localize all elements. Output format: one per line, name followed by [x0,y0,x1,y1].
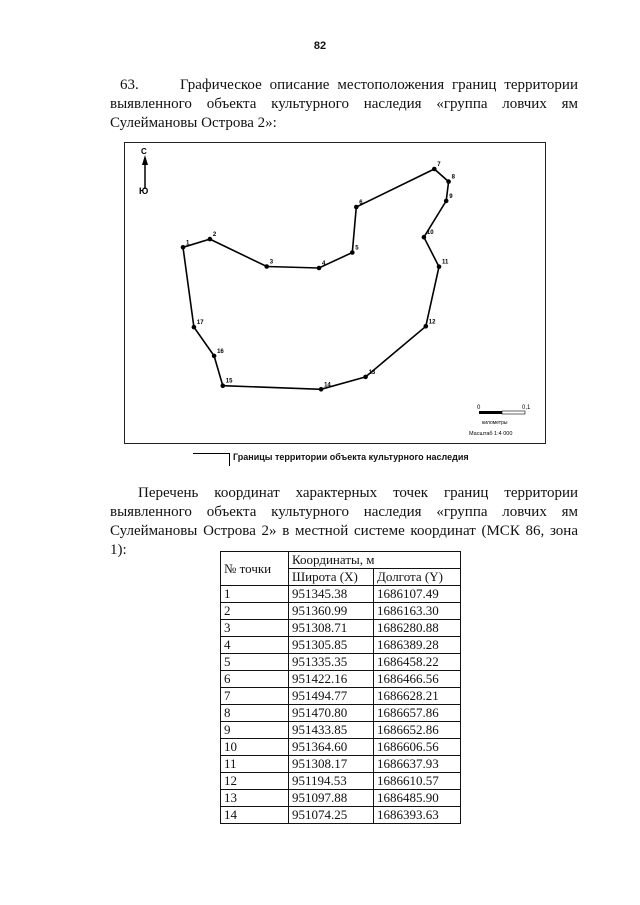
boundary-point-label: 9 [449,193,453,200]
table-row [221,807,461,824]
boundary-point-label: 16 [217,348,224,355]
longitude-cell: 1686637.93 [374,756,461,773]
point-number-cell: 7 [221,688,289,705]
latitude-cell: 951074.25 [289,807,374,824]
latitude-cell: 951494.77 [289,688,374,705]
coordinates-table-body [221,586,461,824]
longitude-cell: 1686389.28 [374,637,461,654]
boundary-point-label: 5 [355,245,359,252]
header-coordinates: Координаты, м [289,552,461,569]
point-number-cell: 6 [221,671,289,688]
boundary-point-label: 11 [442,259,449,266]
north-arrow [139,147,148,196]
boundary-point-marker [221,383,226,388]
scale-bar [469,405,531,437]
latitude-cell: 951194.53 [289,773,374,790]
table-row [221,739,461,756]
scale-end-label: 0,1 [522,405,531,411]
boundary-line [183,169,449,389]
section-heading [110,76,578,133]
north-label: С [141,147,147,156]
point-number-cell: 12 [221,773,289,790]
point-number-cell: 10 [221,739,289,756]
boundary-point-marker [432,167,437,172]
boundary-point-label: 13 [368,369,376,376]
coordinates-intro [110,484,578,560]
table-row [221,790,461,807]
longitude-cell: 1686466.56 [374,671,461,688]
boundary-polygon [181,162,456,392]
boundary-point-marker [422,235,427,240]
latitude-cell: 951422.16 [289,671,374,688]
longitude-cell: 1686628.21 [374,688,461,705]
longitude-cell: 1686606.56 [374,739,461,756]
legend-boundary-line-symbol [193,453,229,454]
table-row [221,705,461,722]
table-row [221,586,461,603]
boundary-point-marker [444,199,449,204]
boundary-point-label: 1 [186,240,190,247]
latitude-cell: 951305.85 [289,637,374,654]
boundary-point-marker [354,205,359,210]
boundary-map-drawing [125,143,545,443]
scale-start-label: 0 [477,405,481,411]
longitude-cell: 1686393.63 [374,807,461,824]
latitude-cell: 951335.35 [289,654,374,671]
longitude-cell: 1686280.88 [374,620,461,637]
longitude-cell: 1686610.57 [374,773,461,790]
boundary-point-label: 2 [212,232,217,239]
table-header-row [221,552,461,569]
point-number-cell: 5 [221,654,289,671]
boundary-point-marker [319,387,324,392]
boundary-point-label: 8 [451,174,455,181]
point-number-cell: 4 [221,637,289,654]
latitude-cell: 951097.88 [289,790,374,807]
boundary-point-marker [317,266,322,271]
table-row [221,756,461,773]
header-point-number: № точки [221,552,289,586]
section-title: Графическое описание местоположения границ территории выявленного объекта культурного наследия «группа ловчих ям Сулеймановы Острова 2»: [110,77,578,131]
latitude-cell: 951470.80 [289,705,374,722]
point-number-cell: 3 [221,620,289,637]
table-row [221,603,461,620]
table-row [221,773,461,790]
table-row [221,620,461,637]
longitude-cell: 1686657.86 [374,705,461,722]
point-number-cell: 1 [221,586,289,603]
boundary-map [124,142,546,444]
boundary-point-marker [363,375,368,380]
boundary-point-marker [212,354,217,359]
point-number-cell: 2 [221,603,289,620]
latitude-cell: 951360.99 [289,603,374,620]
longitude-cell: 1686458.22 [374,654,461,671]
page-number: 82 [313,40,327,52]
boundary-point-label: 3 [269,259,274,266]
latitude-cell: 951308.71 [289,620,374,637]
latitude-cell: 951308.17 [289,756,374,773]
coordinates-intro-text: Перечень координат характерных точек границ территории выявленного объекта культурного наследия «группа ловчих ям Сулеймановы Острова 2» в местной системе координат (МСК 86, зона 1): [110,485,578,558]
boundary-point-marker [208,237,213,242]
point-number-cell: 11 [221,756,289,773]
boundary-point-label: 12 [428,319,436,326]
longitude-cell: 1686485.90 [374,790,461,807]
boundary-point-label: 17 [196,320,204,327]
table-row [221,654,461,671]
table-row [221,671,461,688]
latitude-cell: 951433.85 [289,722,374,739]
boundary-point-label: 10 [426,230,434,237]
header-longitude: Долгота (Y) [374,569,461,586]
table-row [221,637,461,654]
latitude-cell: 951364.60 [289,739,374,756]
latitude-cell: 951345.38 [289,586,374,603]
boundary-point-marker [192,325,197,330]
boundary-point-label: 7 [437,162,441,168]
boundary-point-label: 15 [225,378,233,385]
table-row [221,688,461,705]
boundary-point-marker [446,179,451,184]
scale-ratio-label: Масштаб 1:4 000 [469,431,513,437]
south-label: Ю [139,186,149,196]
map-legend [193,449,513,467]
boundary-point-label: 4 [322,261,326,267]
boundary-point-marker [264,264,269,269]
point-number-cell: 8 [221,705,289,722]
longitude-cell: 1686107.49 [374,586,461,603]
legend-label: Границы территории объекта культурного наследия [233,452,469,462]
coordinates-table [220,551,461,824]
longitude-cell: 1686652.86 [374,722,461,739]
boundary-point-marker [424,324,429,329]
boundary-point-marker [350,250,355,255]
boundary-point-marker [437,264,442,269]
point-number-cell: 13 [221,790,289,807]
longitude-cell: 1686163.30 [374,603,461,620]
header-latitude: Широта (X) [289,569,374,586]
boundary-point-label: 14 [324,382,331,389]
table-row [221,722,461,739]
scale-unit-label: километры [482,420,508,426]
boundary-point-marker [181,245,186,250]
point-number-cell: 14 [221,807,289,824]
boundary-point-label: 6 [359,200,363,206]
legend-boundary-tick [229,453,230,466]
point-number-cell: 9 [221,722,289,739]
section-number: 63. [120,77,139,93]
